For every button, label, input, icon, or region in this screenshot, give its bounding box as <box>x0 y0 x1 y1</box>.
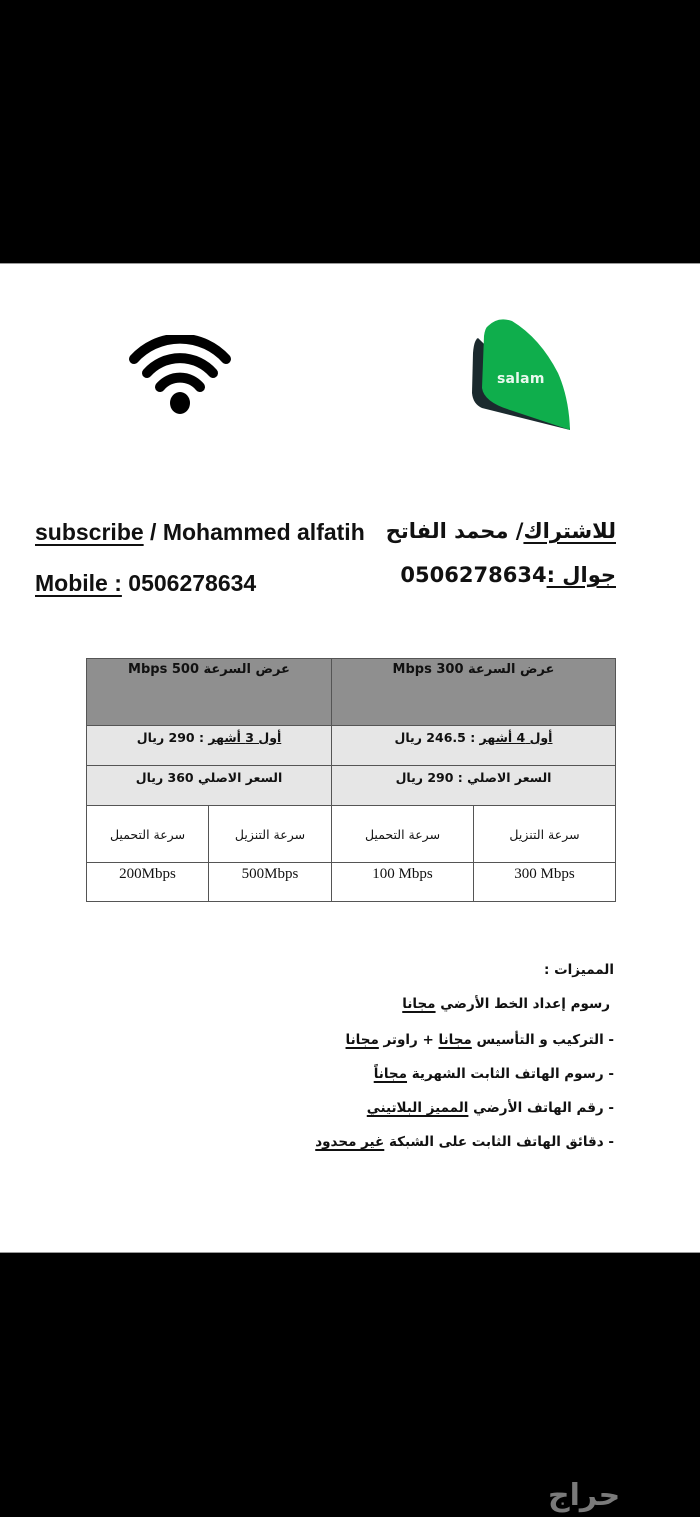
en-mobile-number[interactable]: 0506278634 <box>121 570 257 596</box>
offer-300-upload-value: 100 Mbps <box>331 862 474 902</box>
feature-highlight: مجاناً <box>373 1066 408 1082</box>
offer-500-promo <box>86 725 332 766</box>
ar-name: محمد الفاتح <box>385 519 509 543</box>
offer-300-promo-price: : 246.5 ريال <box>394 730 480 745</box>
offer-300-original-price: السعر الاصلي : 290 ريال <box>331 765 616 806</box>
feature-highlight: مجانا <box>402 996 436 1012</box>
feature-text: - رسوم الهاتف الثابت الشهرية <box>407 1066 614 1082</box>
feature-item-4 <box>367 1100 614 1116</box>
feature-highlight: مجانا <box>438 1032 472 1048</box>
offer-500-promo-label: أول 3 أشهر <box>208 730 282 745</box>
ar-separator: / <box>508 519 524 543</box>
feature-highlight-2: مجانا <box>345 1032 379 1048</box>
top-black-bar <box>0 0 700 263</box>
feature-item-5 <box>315 1134 614 1150</box>
feature-text: - التركيب و التأسيس <box>471 1032 614 1048</box>
ar-subscribe-label: للاشتراك <box>523 519 616 543</box>
feature-text: رسوم إعداد الخط الأرضي <box>435 996 610 1012</box>
ar-mobile-number[interactable]: 0506278634 <box>393 563 547 587</box>
feature-highlight: المميز البلاتيني <box>366 1100 469 1116</box>
offer-500-promo-price: : 290 ريال <box>136 730 209 745</box>
haraj-watermark: حراج <box>548 1478 621 1513</box>
feature-text: - دقائق الهاتف الثابت على الشبكة <box>384 1134 614 1150</box>
ar-subscribe-line <box>386 519 616 543</box>
en-subscribe-label: subscribe <box>35 519 144 545</box>
feature-text-mid: + راوتر <box>378 1032 439 1048</box>
offer-300-download-value: 300 Mbps <box>473 862 616 902</box>
offer-300-promo <box>331 725 616 766</box>
feature-item-2 <box>346 1032 614 1048</box>
feature-text: - رقم الهاتف الأرضي <box>468 1100 614 1116</box>
en-mobile-label: Mobile : <box>35 570 122 596</box>
en-name: Mohammed alfatih <box>162 519 365 545</box>
offer-500-upload-value: 200Mbps <box>86 862 209 902</box>
wifi-icon <box>128 335 232 417</box>
offer-300-download-label: سرعة التنزيل <box>473 805 616 863</box>
offer-300-promo-label: أول 4 أشهر <box>479 730 553 745</box>
offer-500-upload-label: سرعة التحميل <box>86 805 209 863</box>
ar-mobile-label: جوال : <box>546 563 616 587</box>
en-separator: / <box>143 519 163 545</box>
offer-500-title: عرض السرعة 500 Mbps <box>86 658 332 726</box>
feature-highlight: غير محدود <box>315 1134 385 1150</box>
offer-300-upload-label: سرعة التحميل <box>331 805 474 863</box>
features-heading: المميزات : <box>544 962 614 978</box>
ar-mobile-line <box>393 563 616 587</box>
en-mobile-line <box>35 570 256 597</box>
pricing-table <box>86 658 615 901</box>
feature-item-3 <box>374 1066 614 1082</box>
salam-logo-text: salam <box>497 371 545 387</box>
offer-300-title: عرض السرعة 300 Mbps <box>331 658 616 726</box>
en-subscribe-line <box>35 519 365 546</box>
offer-500-original-price: السعر الاصلي 360 ريال <box>86 765 332 806</box>
offer-500-download-value: 500Mbps <box>208 862 332 902</box>
offer-500-download-label: سرعة التنزيل <box>208 805 332 863</box>
feature-item-1 <box>402 996 610 1012</box>
